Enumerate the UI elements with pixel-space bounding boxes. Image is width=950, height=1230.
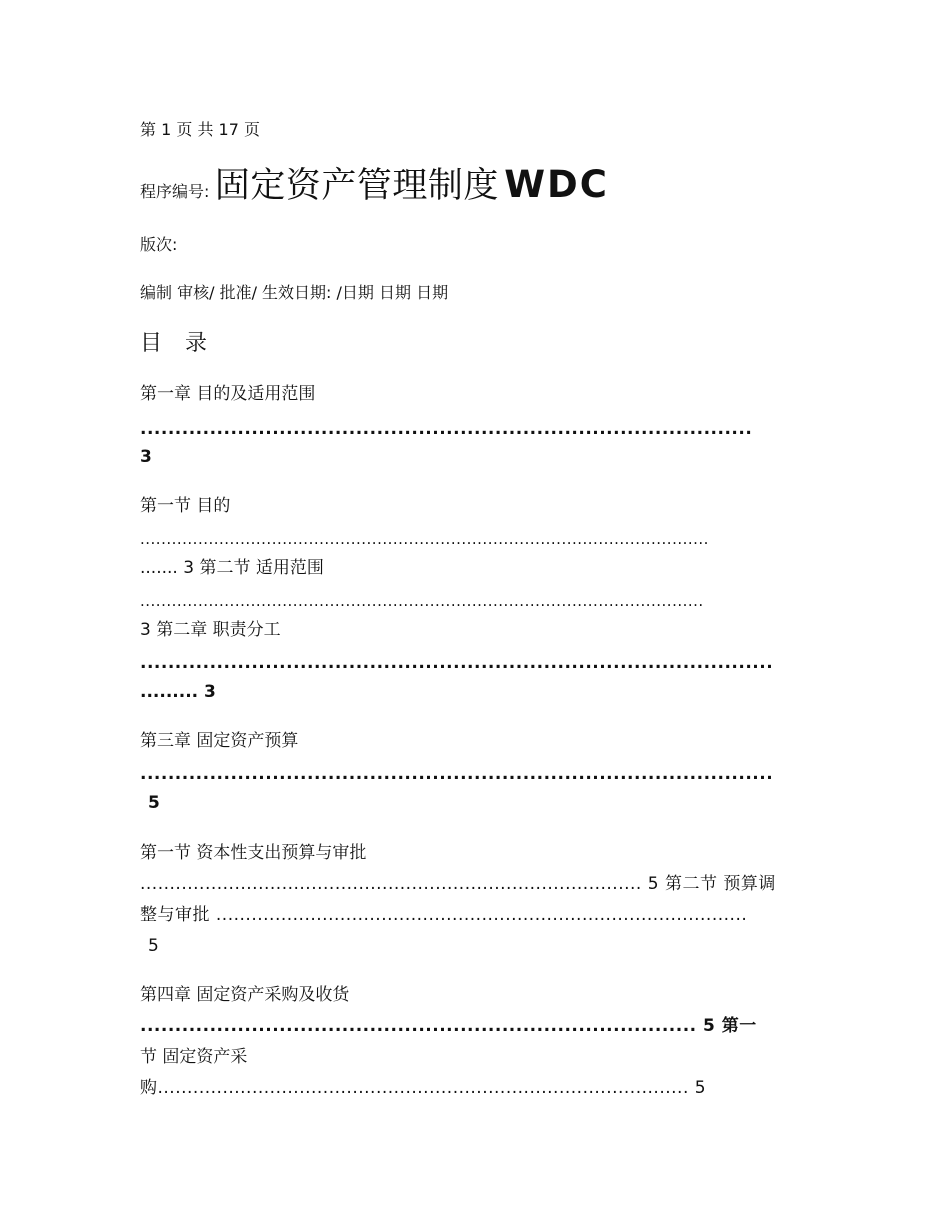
toc-section-1-2: ....... 3 第二节 适用范围 bbox=[140, 558, 324, 578]
toc-section-4-1-cont: 节 固定资产采 bbox=[140, 1047, 248, 1067]
document-title-line bbox=[140, 160, 609, 217]
toc-dots: ........................................................................................................... bbox=[140, 592, 704, 610]
toc-chapter-1: 第一章 目的及适用范围 bbox=[140, 384, 316, 404]
toc-chapter-2: 3 第二章 职责分工 bbox=[140, 620, 281, 640]
toc-dots: ........................................................................................... bbox=[140, 764, 774, 784]
toc-heading: 目 录 bbox=[140, 331, 215, 356]
page-info: 第 1 页 共 17 页 bbox=[140, 120, 260, 139]
program-number-label: 程序编号: bbox=[140, 182, 210, 201]
document-title: 固定资产管理制度 bbox=[214, 166, 499, 206]
toc-page-number: 5 bbox=[148, 793, 160, 813]
approval-line: 编制 审核/ 批准/ 生效日期: /日期 日期 日期 bbox=[140, 283, 449, 302]
toc-page-number: 3 bbox=[140, 447, 152, 467]
toc-section-3-2-cont: 整与审批 .......................................................................................... bbox=[140, 905, 748, 925]
toc-section-4-1: ................................................................................ 5 第一 bbox=[140, 1016, 757, 1036]
toc-section-3-2: ..................................................................................... 5 第二节 预算调 bbox=[140, 874, 776, 894]
toc-chapter-3: 第三章 固定资产预算 bbox=[140, 731, 299, 751]
toc-page-number: 5 bbox=[148, 936, 159, 956]
toc-dots: ........................................................................................... bbox=[140, 653, 774, 673]
document-title-suffix: WDC bbox=[504, 163, 609, 206]
toc-page-number: ......... 3 bbox=[140, 682, 216, 702]
toc-section-4-1-end: 购.......................................................................................... 5 bbox=[140, 1078, 707, 1098]
toc-section-1-1: 第一节 目的 bbox=[140, 496, 231, 516]
version-label: 版次: bbox=[140, 235, 178, 254]
toc-dots: ............................................................................................................ bbox=[140, 530, 709, 548]
toc-section-3-1: 第一节 资本性支出预算与审批 bbox=[140, 843, 367, 863]
toc-chapter-4: 第四章 固定资产采购及收货 bbox=[140, 985, 350, 1005]
toc-dots: ........................................................................................ bbox=[140, 419, 753, 439]
